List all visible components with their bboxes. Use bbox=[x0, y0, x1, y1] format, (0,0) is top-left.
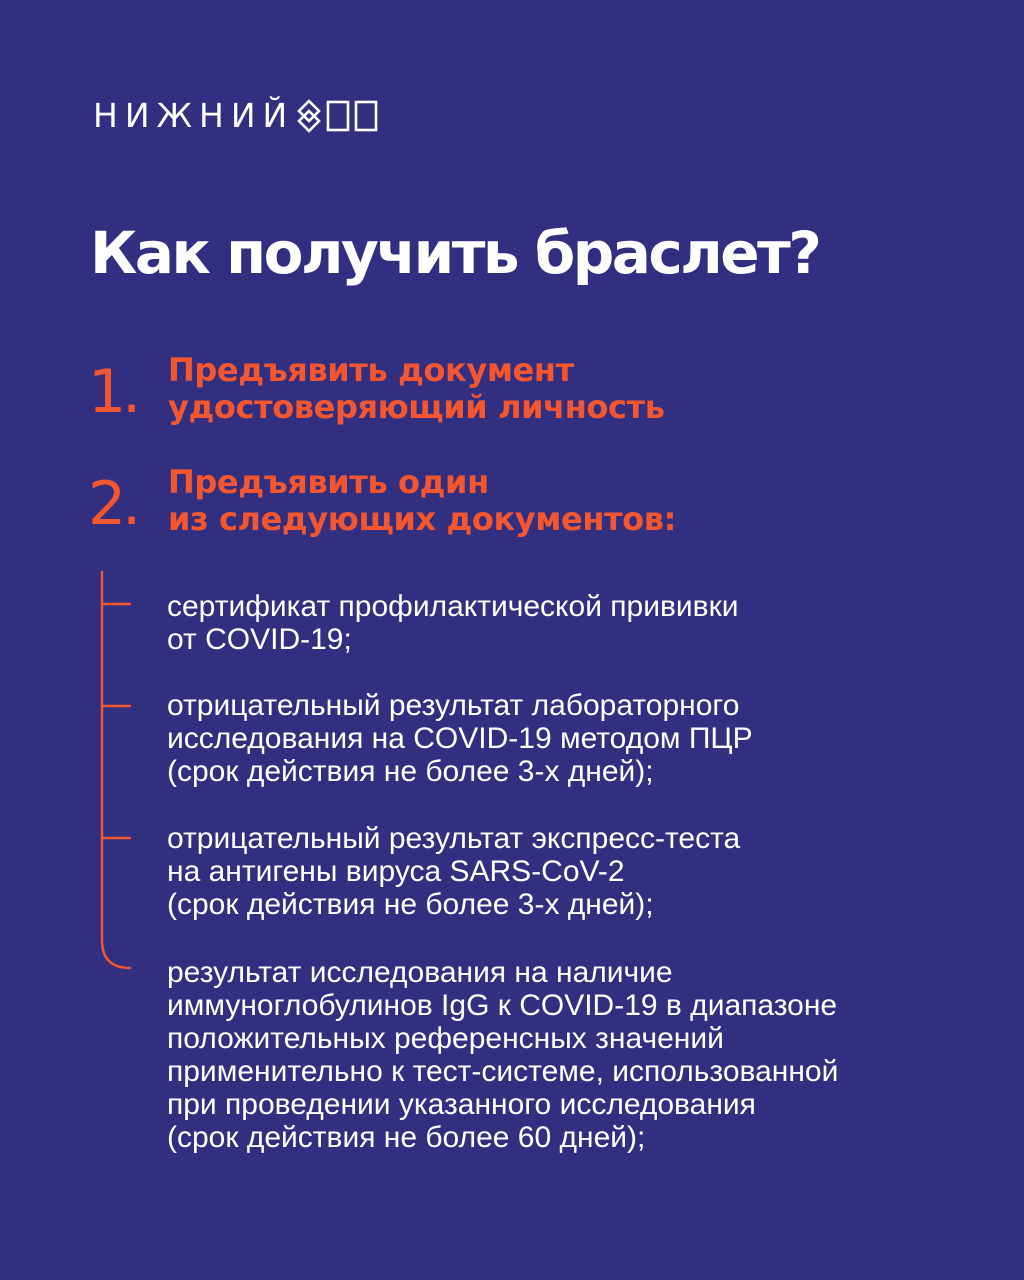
step-1-line-1: Предъявить документ bbox=[168, 351, 574, 389]
document-item-2-line: (срок действия не более 3-х дней); bbox=[167, 755, 654, 788]
document-item-4-line: результат исследования на наличие bbox=[167, 956, 673, 989]
document-item-1-line: сертификат профилактической прививки bbox=[167, 590, 739, 623]
step-2 bbox=[88, 464, 988, 544]
bracket-connector-icon bbox=[96, 570, 136, 980]
step-2-line-1: Предъявить один bbox=[168, 463, 489, 501]
brand-logo bbox=[93, 98, 382, 134]
document-item-1-line: от COVID-19; bbox=[167, 623, 352, 656]
logo-word: НИЖНИЙ bbox=[93, 96, 295, 135]
step-2-text bbox=[168, 464, 676, 538]
document-item-2-line: исследования на COVID-19 методом ПЦР bbox=[167, 722, 753, 755]
step-1 bbox=[88, 352, 988, 432]
step-2-number: 2. bbox=[88, 469, 138, 539]
document-item-3 bbox=[167, 822, 740, 921]
logo-number-800-icon bbox=[296, 99, 382, 133]
document-item-4 bbox=[167, 956, 838, 1154]
step-2-line-2: из следующих документов: bbox=[168, 500, 677, 538]
document-item-4-line: иммуноглобулинов IgG к COVID-19 в диапазоне bbox=[167, 989, 838, 1022]
step-1-text bbox=[168, 352, 665, 426]
document-item-3-line: (срок действия не более 3-х дней); bbox=[167, 888, 654, 921]
page-title: Как получить браслет? bbox=[90, 219, 820, 287]
document-item-4-line: при проведении указанного исследования bbox=[167, 1088, 756, 1121]
document-item-1 bbox=[167, 590, 739, 656]
document-item-3-line: отрицательный результат экспресс-теста bbox=[167, 822, 741, 855]
step-1-line-2: удостоверяющий личность bbox=[168, 388, 665, 426]
document-item-4-line: положительных референсных значений bbox=[167, 1022, 724, 1055]
document-item-2-line: отрицательный результат лабораторного bbox=[167, 689, 740, 722]
document-item-4-line: (срок действия не более 60 дней); bbox=[167, 1121, 646, 1154]
document-item-4-line: применительно к тест-системе, использованной bbox=[167, 1055, 839, 1088]
document-item-2 bbox=[167, 689, 753, 788]
document-item-3-line: на антигены вируса SARS-CoV-2 bbox=[167, 855, 625, 888]
step-1-number: 1. bbox=[88, 357, 138, 427]
